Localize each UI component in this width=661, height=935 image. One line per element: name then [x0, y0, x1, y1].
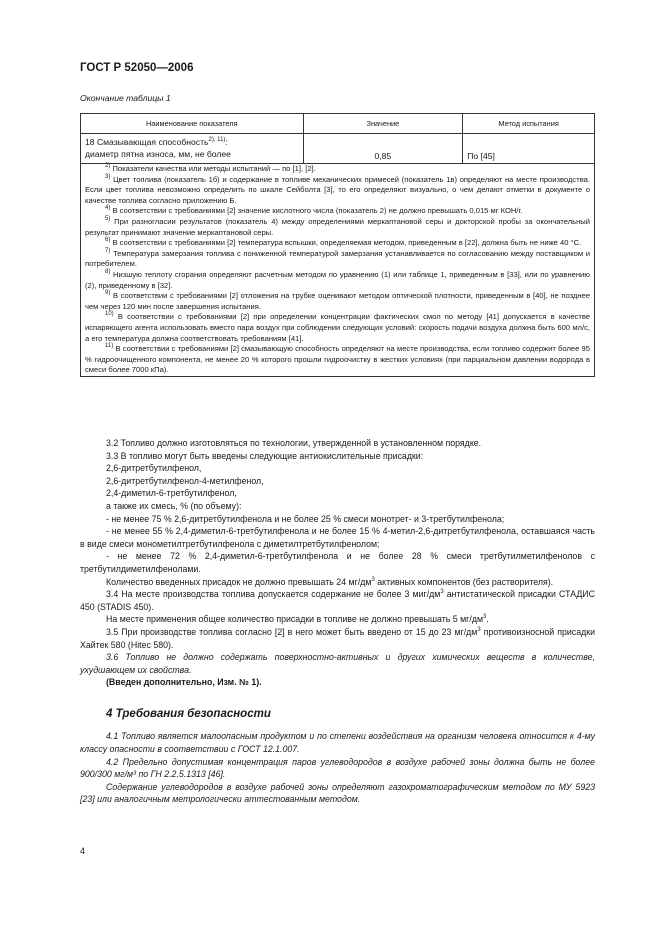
table-footnotes-row	[81, 164, 595, 377]
mixture-item: - не менее 75 % 2,6-дитретбутилфенола и не более 25 % смеси монотрет- и 3-третбутилфенола;	[106, 513, 505, 524]
additive-quantity: Количество введенных присадок не должно превышать 24 $мг/дм^3$ активных компонентов (без растворителя).	[106, 576, 554, 587]
section-title: 4 Требования безопасности	[106, 707, 271, 720]
clause-3-3: 3.3 В топливо могут быть введены следующие антиокислительные присадки:	[106, 450, 424, 461]
indicators-table	[80, 113, 595, 377]
clause-3-4-usage: На месте применения общее количество присадки в топливе не должно превышать 5 $мг/дм^3$.	[106, 614, 489, 625]
footnote: $^{2)}$ Показатели качества или методы испытаний — по [1], [2].	[105, 163, 316, 173]
table-row	[81, 134, 595, 164]
footnote: $^{7)}$ Температура замерзания топлива с пониженной температурой замерзания устанавливается по согласованию между поставщиком и потребителем.	[85, 247, 590, 269]
clause-4-2: 4.2 Предельно допустимая концентрация паров углеводородов в воздухе рабочей зоны должна быть не более 900/300 мг/м³ по ГН 2.2.5.1313 [46].	[80, 756, 595, 780]
col-header-name: Наименование показателя	[81, 114, 304, 134]
footnote: $^{9)}$ В соответствии с требованиями [2] отложения на трубке оценивают методом оптической плотности, приведенным в [40], не позднее чем через 120 мин после завершения испытания.	[85, 290, 590, 311]
row18-value: 0,85	[303, 134, 463, 164]
page-number: 4	[80, 846, 86, 856]
clause-3-5: 3.5 При производстве топлива согласно [2] в него может быть введено от 15 до 23 $мг/дм^3$ противоизносной присадки Хайтек 580 (Hitec 580).	[80, 626, 595, 650]
mixture-intro: а также их смесь, % (по объему):	[106, 500, 242, 511]
col-header-value: Значение	[303, 114, 463, 134]
footnote: $^{11)}$ В соответствии с требованиями [2] смазывающую способность определяют на месте производства, если топливо содержит более 95 % гидроочищенного компонента, не менее 20 % которого прошли гидроочистку в жестких условиях (при парциальном давлении водорода в смеси более 7000 кПа).	[85, 343, 590, 375]
footnote: $^{6)}$ В соответствии с требованиями [2] температура вспышки, определяемая методом, приведенным в [22], должна быть не ниже 40 °С.	[105, 237, 582, 248]
additive-item: 2,6-дитретбутилфенол-4-метилфенол,	[106, 475, 264, 486]
footnote: $^{5)}$ При разногласии результатов (показатель 4) между определениями меркаптановой серы и докторской пробы за окончательный результат принимают значение меркаптановой серы.	[85, 215, 590, 237]
amendment-note: (Введен дополнительно, Изм. № 1).	[106, 677, 262, 688]
table-header-row	[81, 114, 595, 134]
additive-item: 2,4-диметил-6-третбутилфенол,	[106, 488, 237, 499]
row18-name: 18 Смазывающая способность$^{2), 11)}$: диаметр пятна износа, мм, не более	[81, 134, 304, 164]
footnote: $^{8)}$ Низшую теплоту сгорания определяют расчетным методом по уравнению (1) или таблице 1, приведенным в [33], или по уравнению (2), приведенному в [32].	[85, 268, 590, 290]
table-footnotes	[81, 164, 595, 377]
clause-3-2: 3.2 Топливо должно изготовляться по технологии, утвержденной в установленном порядке.	[106, 438, 482, 448]
table-caption: Окончание таблицы 1	[80, 93, 171, 103]
footnote: $^{3)}$ Цвет топлива (показатель 1б) и содержание в топливе механических примесей (показатель 1в) определяют на месте производства. Если цвет топлива невозможно определить по шкале Сейболта [3], то его определяют визуально, о чем делают отметки в документе о качестве топлива согласно приложению Б.	[85, 173, 590, 205]
mixture-item: - не менее 55 % 2,4-диметил-6-третбутилфенола и не более 15 % 4-метил-2,6-дитретбутилфенола, оставшаяся часть в виде смеси монометилтретбутилфенола с диметилтретбутилфенолом;	[80, 526, 595, 549]
footnote: $^{10)}$ В соответствии с требованиями [2] при определении концентрации фактических смол по методу [41] допускается в качестве испаряющего агента использовать вместо пара воздух при соблюдении следующих условий: скорость подачи воздуха должна быть 600 мл/с, а его температура должна соответствовать требованиям [41].	[85, 311, 590, 343]
additive-item: 2,6-дитретбутилфенол,	[106, 463, 202, 474]
footnote: $^{4)}$ В соответствии с требованиями [2] значение кислотного числа (показатель 2) не должно превышать 0,015 мг КОН/г.	[105, 205, 523, 216]
document-body	[80, 437, 595, 806]
col-header-method: Метод испытания	[463, 114, 595, 134]
clause-4-3: Содержание углеводородов в воздухе рабочей зоны определяют газохроматографическим методом по МУ 5923 [23] или аналогичным метрологически аттестованным методом.	[80, 781, 595, 805]
mixture-item: - не менее 72 % 2,4-диметил-6-третбутилфенола и не более 28 % смеси третбутилметилфенолов с третбутилдиметилфенолами.	[80, 551, 595, 574]
clause-3-6: 3.6 Топливо не должно содержать поверхностно-активных и других химических веществ в количестве, ухудшающем их свойства.	[80, 652, 595, 675]
clause-3-4: 3.4 На месте производства топлива допускается содержание не более 3 миг/$дм^3$ антистатической присадки СТАДИС 450 (STADIS 450).	[80, 589, 595, 612]
row18-method: По [45]	[463, 134, 595, 164]
document-code: ГОСТ Р 52050—2006	[80, 62, 194, 74]
clause-4-1: 4.1 Топливо является малоопасным продуктом и по степени воздействия на организм человека относится к 4-му классу опасности в соответствии с ГОСТ 12.1.007.	[80, 731, 595, 755]
